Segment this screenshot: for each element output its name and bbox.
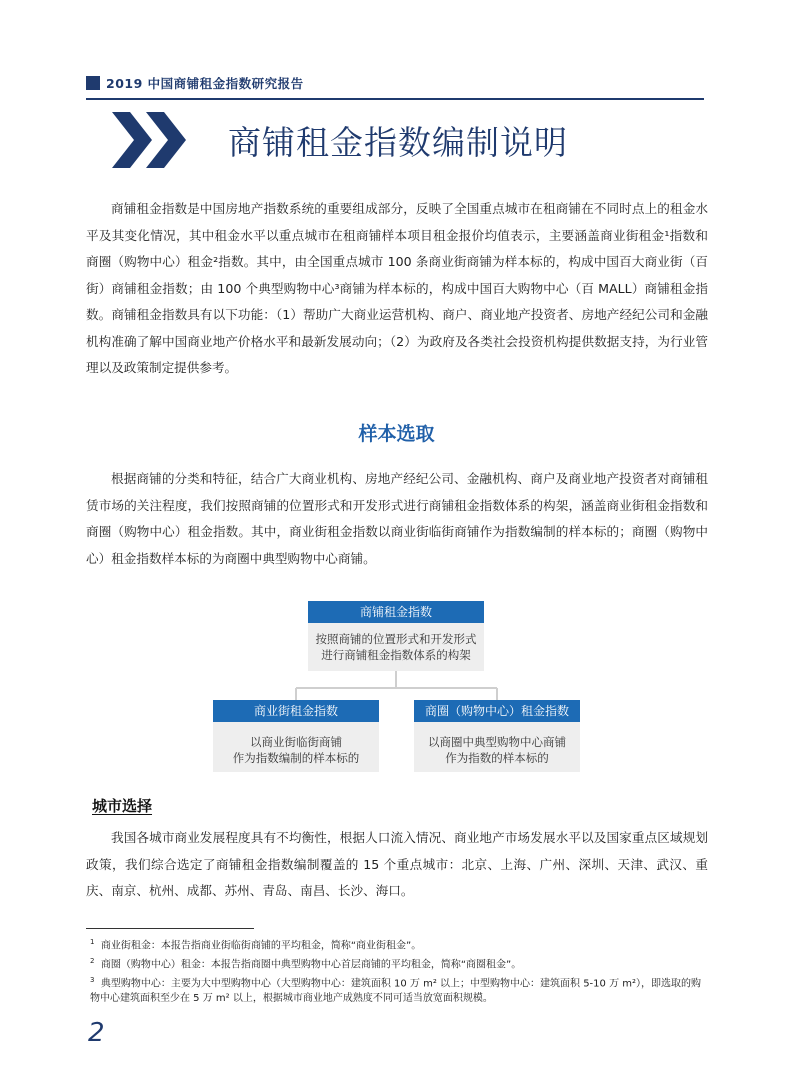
sample-heading: 样本选取 [358, 423, 435, 445]
diagram-left-body [213, 722, 379, 766]
footnote-text: 典型购物中心：主要为大中型购物中心（大型购物中心：建筑面积 10 万 m² 以上；中型购物中心：建筑面积 5-10 万 m²），即选取的购物中心建筑面积至少在 5 万 m² 以上，根据城市商业地产成熟度不同可适当放宽面积规模。 [90, 977, 701, 1005]
report-title: 2019 中国商铺租金指数研究报告 [106, 76, 304, 91]
double-chevron-icon [112, 112, 190, 168]
diagram-left-box [213, 700, 379, 772]
diagram-root-line2: 进行商铺租金指数体系的构架 [321, 648, 471, 662]
footnote-item [90, 935, 702, 954]
footnotes [90, 935, 702, 1007]
page-number: 2 [88, 1018, 105, 1048]
footnote-text: 商业街租金：本报告指商业街临街商铺的平均租金，简称“商业街租金”。 [100, 940, 422, 952]
diagram-left-line2: 作为指数编制的样本标的 [232, 751, 360, 765]
footnote-divider [86, 928, 254, 929]
footnote-text: 商圈（购物中心）租金：本报告指商圈中典型购物中心首层商铺的平均租金，简称“商圈租金”。 [100, 959, 522, 971]
diagram-left-title: 商业街租金指数 [213, 700, 379, 722]
header-divider [86, 98, 704, 100]
footnote-mark: 3 [90, 975, 95, 984]
diagram-right-body [414, 722, 580, 766]
report-header [86, 74, 304, 92]
intro-paragraph: 商铺租金指数是中国房地产指数系统的重要组成部分，反映了全国重点城市在租商铺在不同时点上的租金水平及其变化情况，其中租金水平以重点城市在租商铺样本项目租金报价均值表示，主要涵盖商业街租金¹指数和商圈（购物中心）租金²指数。其中，由全国重点城市 100 条商业街商铺为样本标的，构成中国百大商业街（百街）商铺租金指数；由 100 个典型购物中心³商铺为样本标的，构成中国百大购物中心（百 MALL）商铺租金指数。商铺租金指数具有以下功能：（1）帮助广大商业运营机构、商户、商业地产投资者、房地产经纪公司和金融机构准确了解中国商业地产价格水平和最新发展动向；（2）为政府及各类社会投资机构提供数据支持，为行业管理以及政策制定提供参考。 [86, 201, 708, 375]
section-title: 商铺租金指数编制说明 [228, 123, 568, 162]
diagram-right-title: 商圈（购物中心）租金指数 [414, 700, 580, 722]
diagram-right-box [414, 700, 580, 772]
diagram-root-title: 商铺租金指数 [308, 601, 484, 623]
diagram-root-body [308, 623, 484, 663]
sample-paragraph: 根据商铺的分类和特征，结合广大商业机构、房地产经纪公司、金融机构、商户及商业地产投资者对商铺租赁市场的关注程度，我们按照商铺的位置形式和开发形式进行商铺租金指数体系的构架，涵盖商业街租金指数和商圈（购物中心）租金指数。其中，商业街租金指数以商业街临街商铺作为指数编制的样本标的；商圈（购物中心）租金指数样本标的为商圈中典型购物中心商铺。 [86, 471, 708, 566]
diagram-root-box [308, 601, 484, 671]
footnote-mark: 1 [90, 938, 95, 946]
diagram-right-line2: 作为指数的样本标的 [445, 751, 549, 765]
diagram-root-line1: 按照商铺的位置形式和开发形式 [315, 632, 477, 646]
diagram-left-line1: 以商业街临街商铺 [250, 735, 342, 749]
city-heading: 城市选择 [92, 797, 153, 815]
footnote-item [90, 954, 702, 973]
header-square-icon [86, 76, 100, 90]
footnote-mark: 2 [90, 956, 95, 965]
footnote-item [90, 973, 702, 1007]
city-paragraph: 我国各城市商业发展程度具有不均衡性，根据人口流入情况、商业地产市场发展水平以及国家重点区域规划政策，我们综合选定了商铺租金指数编制覆盖的 15 个重点城市：北京、上海、广州、深圳、天津、武汉、重庆、南京、杭州、成都、苏州、青岛、南昌、长沙、海口。 [86, 830, 708, 898]
diagram-right-line1: 以商圈中典型购物中心商铺 [428, 735, 566, 749]
